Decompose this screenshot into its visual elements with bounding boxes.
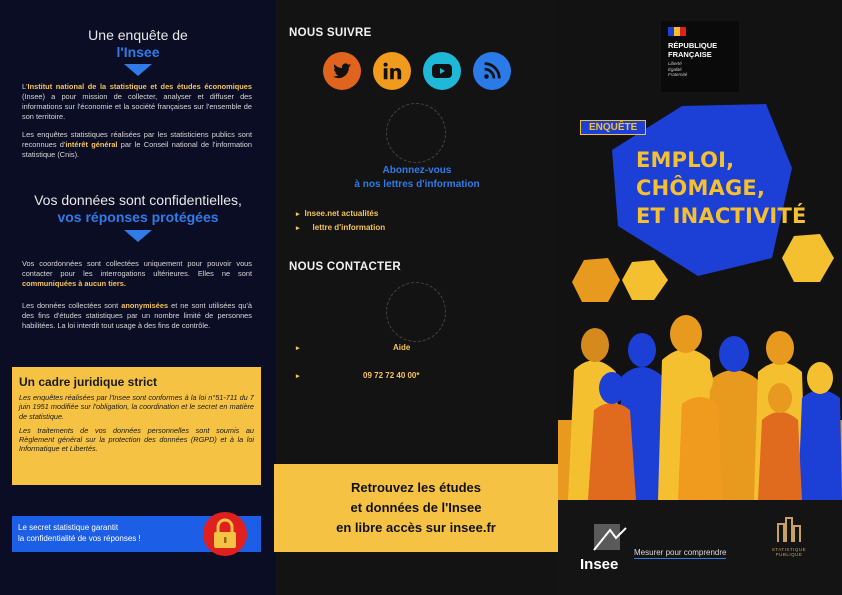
arrow-right-icon: ▸ [296,225,300,232]
people-illustration [558,315,842,500]
survey-tag: ENQUÊTE [580,120,646,135]
insee-logo [580,522,628,573]
insee-tagline: Mesurer pour comprendre [634,548,727,557]
rf-motto2: Égalité [668,66,682,72]
legal-text-1: Les enquêtes réalisées par l'Insee sont conformes à la loi n°51-711 du 7 juin 1951 modifiée sur l'obligation, la coordination et le secret en matière de statistique. [19,393,254,421]
confid-title-line2: vos réponses protégées [57,209,219,225]
arrow-right-icon: ▸ [296,345,300,352]
qr-placeholder [386,103,446,163]
footer-logos [558,500,842,595]
subscribe-line1: Abonnez-vous [382,165,452,176]
secret-line1: Le secret statistique garantit [18,523,119,532]
title-line2: CHÔMAGE, [636,176,766,200]
decorative-shapes [558,0,842,500]
subscribe-line2: à nos lettres d'information [354,179,480,190]
studies-line2: et données de l'Insee [350,500,482,515]
follow-title: NOUS SUIVRE [289,27,372,39]
secret-box [12,516,261,552]
insee-logo-text: Insee [580,556,619,573]
twitter-icon[interactable] [323,52,361,90]
title-line3: ET INACTIVITÉ [636,204,807,228]
left-panel [0,0,276,595]
studies-box[interactable] [274,464,558,552]
rf-motto1: Liberté [668,61,682,66]
linkedin-icon[interactable] [373,52,411,90]
ssp-line1: STATISTIQUE [771,547,807,552]
yellow-hex-shape-2 [782,234,834,282]
ssp-line2: PUBLIQUE [775,552,803,557]
qr-placeholder-2 [386,282,446,342]
coords-paragraph: Vos coordonnées sont collectées uniquement pour pouvoir vous contacter pour les interrogations ultérieures. Elles ne sont communiquées à aucun tiers. [22,259,252,288]
rf-line2: FRANÇAISE [668,50,712,59]
link-lettre[interactable]: ▸ lettre d'information [296,223,386,232]
contact-title: NOUS CONTACTER [289,261,401,273]
link-actualites[interactable]: ▸ Insee.net actualités [296,209,379,218]
secret-line2: la confidentialité de vos réponses ! [18,534,141,543]
studies-line1: Retrouvez les études [350,480,482,495]
stats-paragraph: Les enquêtes statistiques réalisées par les statisticiens publics sont reconnues d'intérêt général par le Conseil national de l'information statistique (Cnis). [22,130,253,159]
arrow-right-icon: ▸ [296,373,300,380]
ssp-logo-icon [774,516,804,542]
confid-title-line1: Vos données sont confidentielles, [34,192,242,208]
lock-icon [203,512,247,556]
survey-title-line1: Une enquête de [88,27,188,43]
right-panel [558,0,842,595]
insee-logo-icon [580,522,628,552]
title-line1: EMPLOI, [636,148,735,172]
legal-text-2: Les traitements de vos données personnelles sont soumis au Règlement général sur la protection des données (RGPD) et à la loi Informatique et Libertés. [19,425,254,454]
rss-icon[interactable] [473,52,511,90]
statistique-publique-logo [770,516,808,557]
yellow-hex-shape-1 [622,260,668,300]
legal-box [12,367,261,485]
contact-aide[interactable]: ▸ Aide [296,343,411,352]
subscribe-block [276,164,558,192]
rf-line1: RÉPUBLIQUE [668,41,718,50]
survey-heading [0,27,276,76]
rf-motto3: Fraternité [668,72,688,77]
legal-title: Un cadre juridique strict [19,375,158,389]
youtube-icon[interactable] [423,52,461,90]
orange-hex-shape [572,258,620,302]
contact-phone[interactable]: ▸ 09 72 72 40 00* [296,371,420,380]
anon-paragraph: Les données collectées sont anonymisées et ne sont utilisées qu'à des fins d'études statistiques par un nombre limité de personnes habilitées. La loi interdit tout usage à des fins de contrôle. [22,301,252,330]
insee-paragraph: L'Institut national de la statistique et des études économiques (Insee) a pour mission de collecter, analyser et diffuser des informations sur l'économie et la société françaises sur l'ensemble de son territoire. [22,82,252,121]
arrow-right-icon: ▸ [296,211,300,218]
main-title [636,146,807,230]
survey-title-line2: l'Insee [116,44,160,60]
studies-line3: en libre accès sur insee.fr [336,520,496,535]
confidential-heading [0,192,276,242]
arrow-down-icon [124,230,152,242]
arrow-down-icon [124,64,152,76]
